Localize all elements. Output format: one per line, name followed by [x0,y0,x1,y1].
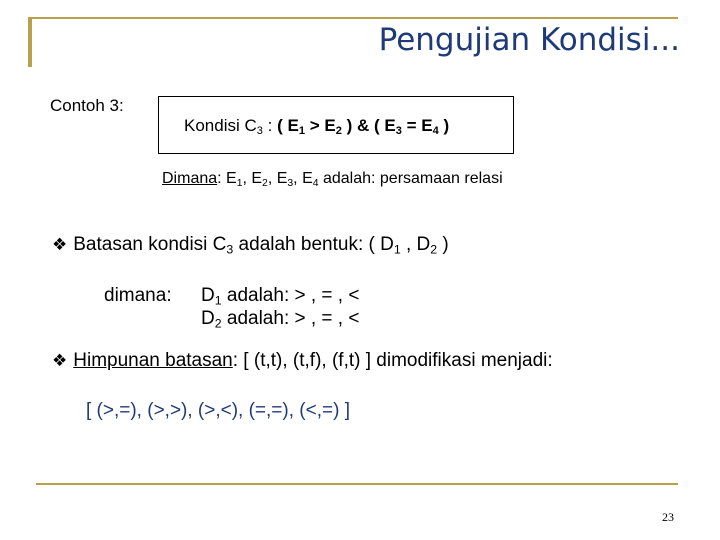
bullet-himpunan-batasan: ❖ Himpunan batasan: [ (t,t), (t,f), (f,t) ] dimodifikasi menjadi: [52,350,553,371]
example-label: Contoh 3: [50,96,124,115]
dimana-block-label: dimana: [104,285,172,306]
slide-title: Pengujian Kondisi... [378,22,680,58]
diamond-bullet-icon: ❖ [52,351,68,371]
d1-definition: $D_1$ adalah: > , = , < [201,285,360,308]
condition-text: Kondisi $C_3$ : ( $E_1 > E_2$ ) & ( $E_3 = E_4$ ) [184,116,450,138]
bullet-batasan-kondisi: ❖ Batasan kondisi $C_3$ adalah bentuk: ( $D_1$ , $D_2$ ) [52,234,449,257]
dimana-label: Dimana [162,170,218,187]
frame-bottom-border [36,483,678,485]
diamond-bullet-icon: ❖ [52,235,68,255]
himpunan-batasan-link[interactable]: Himpunan batasan [73,350,233,371]
frame-top-border [28,17,678,19]
d2-definition: $D_2$ adalah: > , = , < [201,308,360,331]
modified-constraint-set: [ (>,=), (>,>), (>,<), (=,=), (<,=) ] [86,400,350,421]
dimana-note: Dimana: $E_1$, $E_2$, $E_3$, $E_4$ adalah: persamaan relasi [162,170,503,189]
page-number: 23 [662,510,674,524]
frame-left-border [28,17,32,67]
